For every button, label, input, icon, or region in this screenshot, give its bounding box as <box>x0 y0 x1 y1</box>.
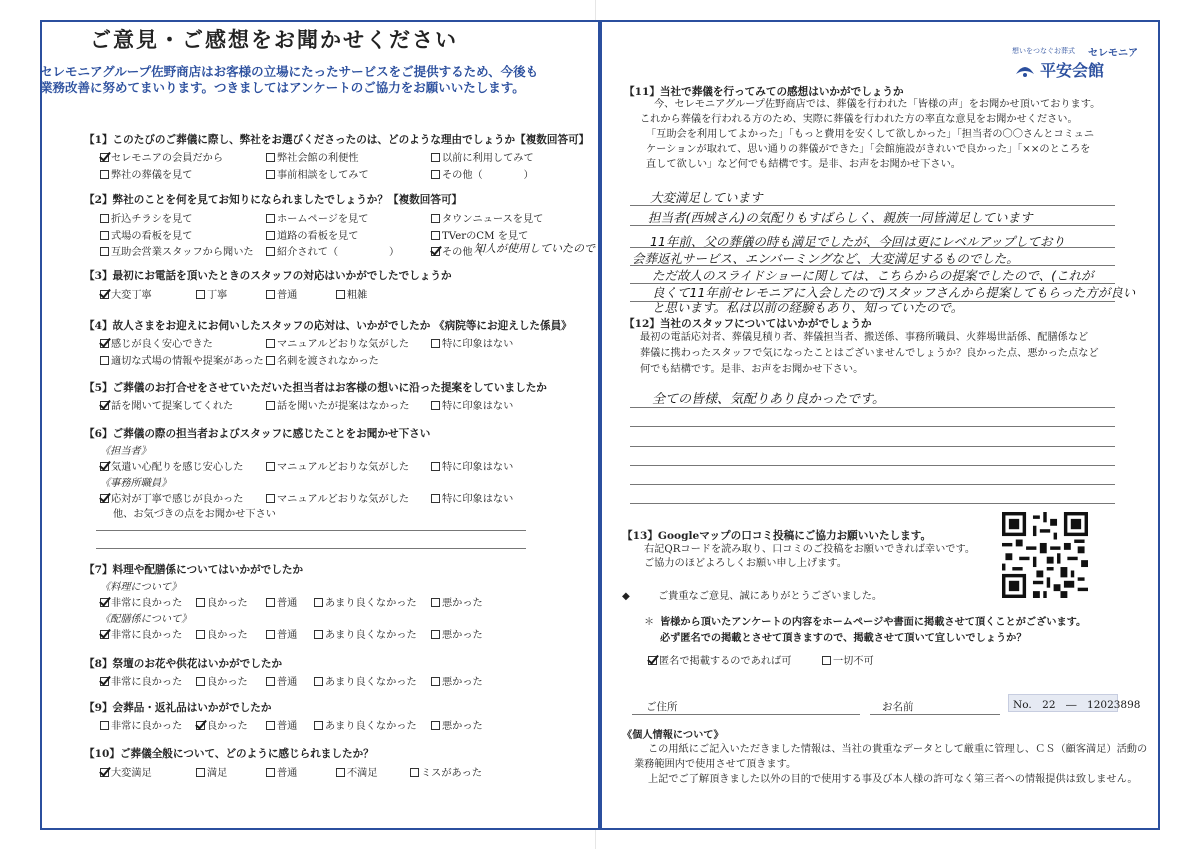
q1-option[interactable]: 弊社会館の利便性 <box>266 149 359 164</box>
q1-option[interactable]: 弊社の葬儀を見て <box>100 166 193 181</box>
q7-option[interactable]: 非常に良かった <box>100 626 182 641</box>
diamond-icon: ◆ <box>622 591 630 602</box>
checkbox[interactable] <box>100 356 109 365</box>
q11-label: 【11】当社で葬儀を行ってみての感想はいかがでしょうか <box>624 86 904 98</box>
q9-option[interactable]: 普通 <box>266 717 297 732</box>
q6-option[interactable]: 特に印象はない <box>431 458 513 473</box>
checkbox[interactable] <box>431 231 440 240</box>
q10-option[interactable]: ミスがあった <box>410 764 482 779</box>
checkbox[interactable] <box>100 170 109 179</box>
checkbox[interactable] <box>196 598 205 607</box>
privacy-text: 業務範囲内で使用させて頂きます。 <box>634 759 797 770</box>
q4-label: 【4】故人さまをお迎えにお伺いしたスタッフの応対は、いかがでしたか 《病院等にお迎えした係員》 <box>84 320 572 332</box>
q2-option[interactable]: 互助会営業スタッフから聞いた <box>100 243 254 258</box>
checkbox[interactable] <box>431 721 440 730</box>
q6-option[interactable]: マニュアルどおりな気がした <box>266 490 409 505</box>
checkbox[interactable] <box>822 656 831 665</box>
q7-option[interactable]: あまり良くなかった <box>314 594 417 609</box>
q10-option[interactable]: 不満足 <box>336 764 378 779</box>
q11-text: 直して欲しい」など何でも結構です。是非、お声をお聞かせ下さい。 <box>646 159 961 170</box>
q2-option[interactable]: タウンニュースを見て <box>431 210 543 225</box>
q11-text: 今、セレモニアグループ佐野商店では、葬儀を行われた「皆様の声」をお聞かせ頂いております。 <box>654 99 1101 110</box>
q1-option[interactable]: セレモニアの会員だから <box>100 149 223 164</box>
q11-answer: と思います。私は以前の経験もあり、知っていたので。 <box>652 300 964 315</box>
thanks-text: ご貴重なご意見、誠にありがとうございました。 <box>658 591 883 602</box>
q7-option[interactable]: 悪かった <box>431 626 483 641</box>
q12-write-line[interactable] <box>630 407 1115 408</box>
checkbox[interactable] <box>266 290 275 299</box>
checkbox[interactable] <box>266 494 275 503</box>
q11-answer: ただ故人のスライドショーに関しては、こちらからの提案でしたので、(これが <box>652 268 1094 283</box>
q7-option[interactable]: 悪かった <box>431 594 483 609</box>
q2-option[interactable]: TVerのCM を見て <box>431 227 528 242</box>
q12-answer: 全ての皆様、気配りあり良かったです。 <box>652 392 885 407</box>
q7-option[interactable]: 普通 <box>266 626 297 641</box>
q2-option[interactable]: その他（ <box>431 243 483 258</box>
publish-option-refuse[interactable]: 一切不可 <box>822 652 874 667</box>
q11-answer: 大変満足しています <box>650 190 763 205</box>
q12-write-line[interactable] <box>630 484 1115 485</box>
q6-label: 【6】ご葬儀の際の担当者およびスタッフに感じたことをお聞かせ下さい <box>84 428 431 440</box>
q12-text: 葬儀に携わったスタッフで気になったことはございませんでしょうか？良かった点、悪かった点など <box>640 348 1099 359</box>
q1-option[interactable]: 事前相談をしてみて <box>266 166 369 181</box>
checkbox[interactable] <box>196 290 205 299</box>
q2-handwritten: 知人が使用していたので <box>474 242 595 255</box>
checkbox[interactable] <box>431 214 440 223</box>
checkbox-checked[interactable] <box>100 677 109 686</box>
checkbox[interactable] <box>431 677 440 686</box>
checkbox[interactable] <box>266 339 275 348</box>
checkbox-checked[interactable] <box>100 462 109 471</box>
q6-option[interactable]: マニュアルどおりな気がした <box>266 458 409 473</box>
checkbox[interactable] <box>314 598 323 607</box>
q4-option[interactable]: 特に印象はない <box>431 335 513 350</box>
address-label: ご住所 <box>646 701 678 713</box>
q6-option[interactable]: 応対が丁寧で感じが良かった <box>100 490 243 505</box>
q12-write-line[interactable] <box>630 465 1115 466</box>
checkbox-checked[interactable] <box>100 290 109 299</box>
q13-label: 【13】Googleマップの口コミ投稿にご協力お願いいたします。 <box>622 530 932 542</box>
name-line[interactable] <box>870 714 1000 715</box>
q11-answer: 担当者(西城さん)の気配りもすばらしく、親族一同皆満足しています <box>648 210 1033 225</box>
q2-option[interactable]: 紹介されて（ ） <box>266 243 399 258</box>
checkbox[interactable] <box>266 677 275 686</box>
q10-option[interactable]: 満足 <box>196 764 227 779</box>
checkbox-checked[interactable] <box>196 721 205 730</box>
logo-brand: セレモニア <box>1088 48 1138 59</box>
q12-label: 【12】当社のスタッフについてはいかがでしょうか <box>624 318 872 330</box>
q9-option[interactable]: 悪かった <box>431 717 483 732</box>
checkbox[interactable] <box>314 630 323 639</box>
checkbox-checked[interactable] <box>100 598 109 607</box>
checkbox[interactable] <box>431 494 440 503</box>
q6-option[interactable]: 気遣い心配りを感じ安心した <box>100 458 243 473</box>
name-label: お名前 <box>882 701 914 713</box>
q7-label: 【7】料理や配膳係についてはいかがでしたか <box>84 564 304 576</box>
q6-write-line[interactable] <box>96 548 526 549</box>
q6-sub1: 《担当者》 <box>100 446 151 457</box>
publish-text: 皆様から頂いたアンケートの内容をホームページや書面に掲載させて頂くことがございます。 <box>660 616 1087 628</box>
checkbox[interactable] <box>314 677 323 686</box>
checkbox[interactable] <box>266 721 275 730</box>
checkbox[interactable] <box>431 153 440 162</box>
checkbox[interactable] <box>266 170 275 179</box>
q8-option[interactable]: あまり良くなかった <box>314 673 417 688</box>
checkbox[interactable] <box>100 231 109 240</box>
intro-text: セレモニアグループ佐野商店はお客様の立場にたったサービスをご提供するため、今後も 業務改善に努めてまいります。つきましてはアンケートのご協力をお願いいたします。 <box>40 64 539 95</box>
publish-text: 必ず匿名での掲載とさせて頂きますので、掲載させて頂いて宜しいでしょうか？ <box>660 632 1027 644</box>
q12-text: 最初の電話応対者、葬儀見積り者、葬儀担当者、搬送係、事務所職員、火葬場世話係、配膳係など <box>640 332 1089 343</box>
q12-write-line[interactable] <box>630 426 1115 427</box>
q11-answer: 11年前、父の葬儀の時も満足でしたが、今回は更にレベルアップしており <box>650 234 1066 249</box>
q4-option[interactable]: 名刺を渡されなかった <box>266 352 379 367</box>
checkbox[interactable] <box>266 356 275 365</box>
q3-label: 【3】最初にお電話を頂いたときのスタッフの対応はいかがでしたでしょうか <box>84 270 452 282</box>
q9-option[interactable]: あまり良くなかった <box>314 717 417 732</box>
checkbox-checked[interactable] <box>100 339 109 348</box>
logo-name: 平安会館 <box>1040 61 1105 80</box>
checkbox[interactable] <box>336 290 345 299</box>
q9-option[interactable]: 非常に良かった <box>100 717 182 732</box>
q5-option[interactable]: 特に印象はない <box>431 397 513 412</box>
q12-text: 何でも結構です。是非、お声をお聞かせ下さい。 <box>640 364 864 375</box>
q1-option[interactable]: 以前に利用してみて <box>431 149 534 164</box>
checkbox[interactable] <box>196 630 205 639</box>
q3-option[interactable]: 粗雑 <box>336 286 367 301</box>
q1-label: 【1】このたびのご葬儀に際し、弊社をお選びくださったのは、どのような理由でしょうか【複数回答可】 <box>84 134 590 146</box>
q6-other-label: 他、お気づきの点をお聞かせ下さい <box>113 509 276 520</box>
checkbox-checked[interactable] <box>100 768 109 777</box>
checkbox[interactable] <box>431 598 440 607</box>
checkbox[interactable] <box>431 401 440 410</box>
q11-answer: 良くて11年前セレモニアに入会したので)スタッフさんから提案してもらった方が良い <box>652 285 1136 300</box>
q4-option[interactable]: マニュアルどおりな気がした <box>266 335 409 350</box>
checkbox[interactable] <box>100 721 109 730</box>
checkbox[interactable] <box>266 247 275 256</box>
q9-label: 【9】会葬品・返礼品はいかがでしたか <box>84 702 272 714</box>
checkbox[interactable] <box>266 598 275 607</box>
checkbox[interactable] <box>266 401 275 410</box>
checkbox-checked[interactable] <box>100 401 109 410</box>
q7-option[interactable]: あまり良くなかった <box>314 626 417 641</box>
q7-option[interactable]: 良かった <box>196 626 248 641</box>
q13-text: 右記QRコードを読み取り、口コミのご投稿をお願いできれば幸いです。 <box>644 544 976 555</box>
checkbox[interactable] <box>196 677 205 686</box>
q5-label: 【5】ご葬儀のお打合せをさせていただいた担当者はお客様の想いに沿った提案をしていましたか <box>84 382 547 394</box>
checkbox[interactable] <box>266 630 275 639</box>
page-title: ご意見・ご感想をお聞かせください <box>90 27 458 52</box>
q13-text: ご協力のほどよろしくお願い申し上げます。 <box>644 558 847 569</box>
q7-option[interactable]: 普通 <box>266 594 297 609</box>
checkbox[interactable] <box>100 214 109 223</box>
checkbox[interactable] <box>336 768 345 777</box>
q7-sub1: 《料理について》 <box>100 582 182 593</box>
q7-sub2: 《配膳係について》 <box>100 614 192 625</box>
q2-label: 【2】弊社のことを何を見てお知りになられましたでしょうか？【複数回答可】 <box>84 194 463 206</box>
q2-option[interactable]: ホームページを見て <box>266 210 368 225</box>
checkbox[interactable] <box>431 462 440 471</box>
q3-option[interactable]: 普通 <box>266 286 297 301</box>
q8-option[interactable]: 非常に良かった <box>100 673 182 688</box>
logo-mark-icon <box>1014 58 1036 78</box>
checkbox-checked[interactable] <box>100 494 109 503</box>
q3-option[interactable]: 丁寧 <box>196 286 227 301</box>
checkbox[interactable] <box>266 462 275 471</box>
checkbox-checked[interactable] <box>431 247 440 256</box>
checkbox[interactable] <box>314 721 323 730</box>
checkbox[interactable] <box>431 339 440 348</box>
q8-option[interactable]: 普通 <box>266 673 297 688</box>
q8-label: 【8】祭壇のお花や供花はいかがでしたか <box>84 658 283 670</box>
logo-tagline: 想いをつなぐお葬式 <box>1012 47 1075 55</box>
address-line[interactable] <box>632 714 860 715</box>
checkbox[interactable] <box>431 630 440 639</box>
checkbox[interactable] <box>266 153 275 162</box>
q9-option[interactable]: 良かった <box>196 717 248 732</box>
q6-sub2: 《事務所職員》 <box>100 478 172 489</box>
q4-option[interactable]: 感じが良く安心できた <box>100 335 213 350</box>
checkbox[interactable] <box>196 768 205 777</box>
checkbox[interactable] <box>266 214 275 223</box>
checkbox[interactable] <box>100 247 109 256</box>
checkbox[interactable] <box>410 768 419 777</box>
checkbox[interactable] <box>431 170 440 179</box>
checkbox-checked[interactable] <box>100 153 109 162</box>
q10-option[interactable]: 普通 <box>266 764 297 779</box>
q11-text: これから葬儀を行われる方のため、実際に葬儀を行われた方の率直な意見をお聞かせください。 <box>640 114 1078 125</box>
privacy-text: この用紙にご記入いただきました情報は、当社の貴重なデータとして厳重に管理し、ＣＳ（顧客満足）活動の <box>648 744 1148 755</box>
qr-code-icon[interactable] <box>1002 512 1088 598</box>
q7-option[interactable]: 良かった <box>196 594 248 609</box>
q5-option[interactable]: 話を聞いたが提案はなかった <box>266 397 409 412</box>
q2-option[interactable]: 折込チラシを見て <box>100 210 193 225</box>
asterisk-icon: ＊ <box>644 617 655 628</box>
q11-text: ケーションが取れて、思い通りの葬儀ができた」「会館施設がきれいで良かった」「××のところを <box>646 144 1091 155</box>
q8-option[interactable]: 悪かった <box>431 673 483 688</box>
checkbox-checked[interactable] <box>648 656 657 665</box>
q12-write-line[interactable] <box>630 503 1115 504</box>
checkbox[interactable] <box>266 768 275 777</box>
q7-option[interactable]: 非常に良かった <box>100 594 182 609</box>
q4-option[interactable]: 適切な式場の情報や提案があった <box>100 352 264 367</box>
checkbox[interactable] <box>266 231 275 240</box>
q8-option[interactable]: 良かった <box>196 673 248 688</box>
serial-number: No. 22 ― 12023898 <box>1008 694 1118 712</box>
q3-option[interactable]: 大変丁寧 <box>100 286 152 301</box>
q1-option[interactable]: その他（ ） <box>431 166 534 181</box>
q2-option[interactable]: 式場の看板を見て <box>100 227 193 242</box>
q11-answer: 会葬返礼サービス、エンバーミングなど、大変満足するものでした。 <box>632 251 1019 266</box>
privacy-label: 《個人情報について》 <box>622 729 724 741</box>
q2-option[interactable]: 道路の看板を見て <box>266 227 359 242</box>
q6-option[interactable]: 特に印象はない <box>431 490 513 505</box>
q6-write-line[interactable] <box>96 530 526 531</box>
q10-option[interactable]: 大変満足 <box>100 764 152 779</box>
privacy-text: 上記でご了解頂きました以外の目的で使用する事及び本人様の許可なく第三者への情報提供は致しません。 <box>648 774 1138 785</box>
q12-write-line[interactable] <box>630 446 1115 447</box>
checkbox-checked[interactable] <box>100 630 109 639</box>
q10-label: 【10】ご葬儀全般について、どのように感じられましたか？ <box>84 748 374 760</box>
q11-text: 「互助会を利用してよかった」「もっと費用を安くして欲しかった」「担当者の〇〇さんとコミュニ <box>646 129 1095 140</box>
publish-option-anonymous[interactable]: 匿名で掲載するのであれば可 <box>648 652 791 667</box>
q5-option[interactable]: 話を聞いて提案してくれた <box>100 397 233 412</box>
